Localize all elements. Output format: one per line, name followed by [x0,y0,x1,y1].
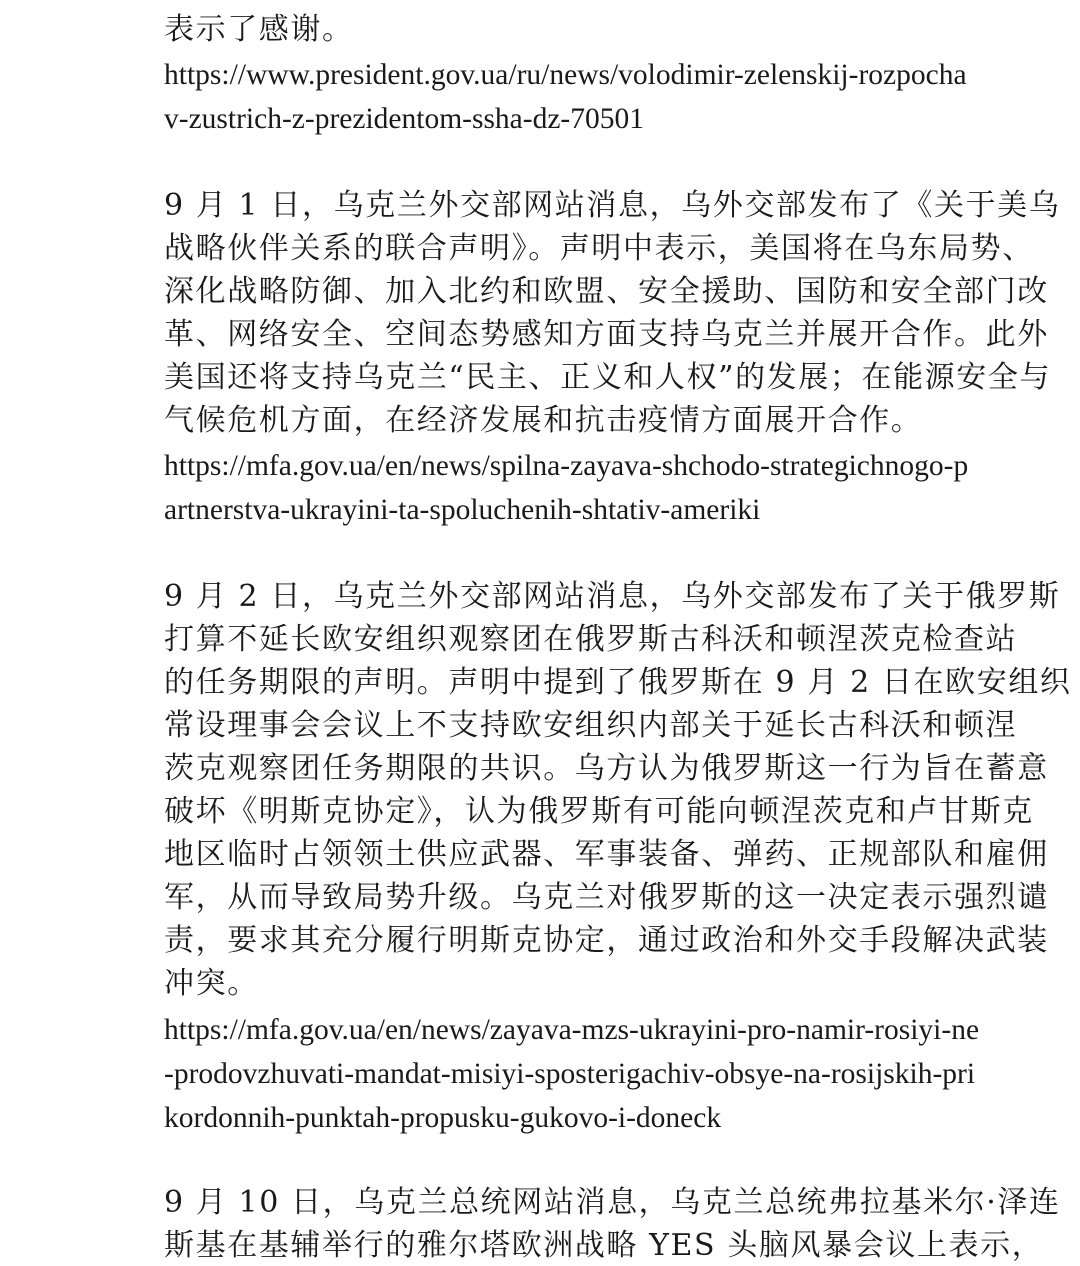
text-line: 破坏《明斯克协定》，认为俄罗斯有可能向顿涅茨克和卢甘斯克 [164,794,1034,829]
url-link[interactable]: artnerstva-ukrayini-ta-spoluchenih-shtativ-ameriki [164,494,761,526]
text-line: 9 月 2 日，乌克兰外交部网站消息，乌外交部发布了关于俄罗斯 [164,579,1061,614]
text-line: 深化战略防御、加入北约和欧盟、安全援助、国防和安全部门改 [164,274,1049,309]
text-line: 地区临时占领领土供应武器、军事装备、弹药、正规部队和雇佣 [164,837,1049,872]
url-link[interactable]: https://www.president.gov.ua/ru/news/volodimir-zelenskij-rozpocha [164,59,967,91]
text-line: 常设理事会会议上不支持欧安组织内部关于延长古科沃和顿涅 [164,708,1018,743]
text-line: 冲突。 [164,966,259,1001]
text-line: 表示了感谢。 [164,12,354,47]
text-line: 打算不延长欧安组织观察团在俄罗斯古科沃和顿涅茨克检查站 [164,622,1018,657]
text-line: 的任务期限的声明。声明中提到了俄罗斯在 9 月 2 日在欧安组织 [164,665,1072,700]
text-line: 9 月 1 日，乌克兰外交部网站消息，乌外交部发布了《关于美乌 [164,188,1061,223]
url-link[interactable]: kordonnih-punktah-propusku-gukovo-i-doneck [164,1102,722,1134]
text-line: 战略伙伴关系的联合声明》。声明中表示，美国将在乌东局势、 [164,231,1034,266]
text-line: 军，从而导致局势升级。乌克兰对俄罗斯的这一决定表示强烈谴 [164,880,1049,915]
text-line: 茨克观察团任务期限的共识。乌方认为俄罗斯这一行为旨在蓄意 [164,751,1049,786]
text-line: 斯基在基辅举行的雅尔塔欧洲战略 YES 头脑风暴会议上表示， [164,1228,1044,1263]
url-link[interactable]: -prodovzhuvati-mandat-misiyi-sposterigachiv-obsye-na-rosijskih-pri [164,1058,976,1090]
text-line: 9 月 10 日，乌克兰总统网站消息，乌克兰总统弗拉基米尔·泽连 [164,1185,1061,1220]
url-link[interactable]: https://mfa.gov.ua/en/news/zayava-mzs-ukrayini-pro-namir-rosiyi-ne [164,1014,980,1046]
url-link[interactable]: https://mfa.gov.ua/en/news/spilna-zayava-shchodo-strategichnogo-p [164,450,969,482]
text-line: 美国还将支持乌克兰“民主、正义和人权”的发展；在能源安全与 [164,360,1052,395]
text-line: 责，要求其充分履行明斯克协定，通过政治和外交手段解决武装 [164,923,1049,958]
text-line: 气候危机方面，在经济发展和抗击疫情方面展开合作。 [164,403,923,438]
url-link[interactable]: v-zustrich-z-prezidentom-ssha-dz-70501 [164,103,645,135]
text-line: 革、网络安全、空间态势感知方面支持乌克兰并展开合作。此外 [164,317,1049,352]
